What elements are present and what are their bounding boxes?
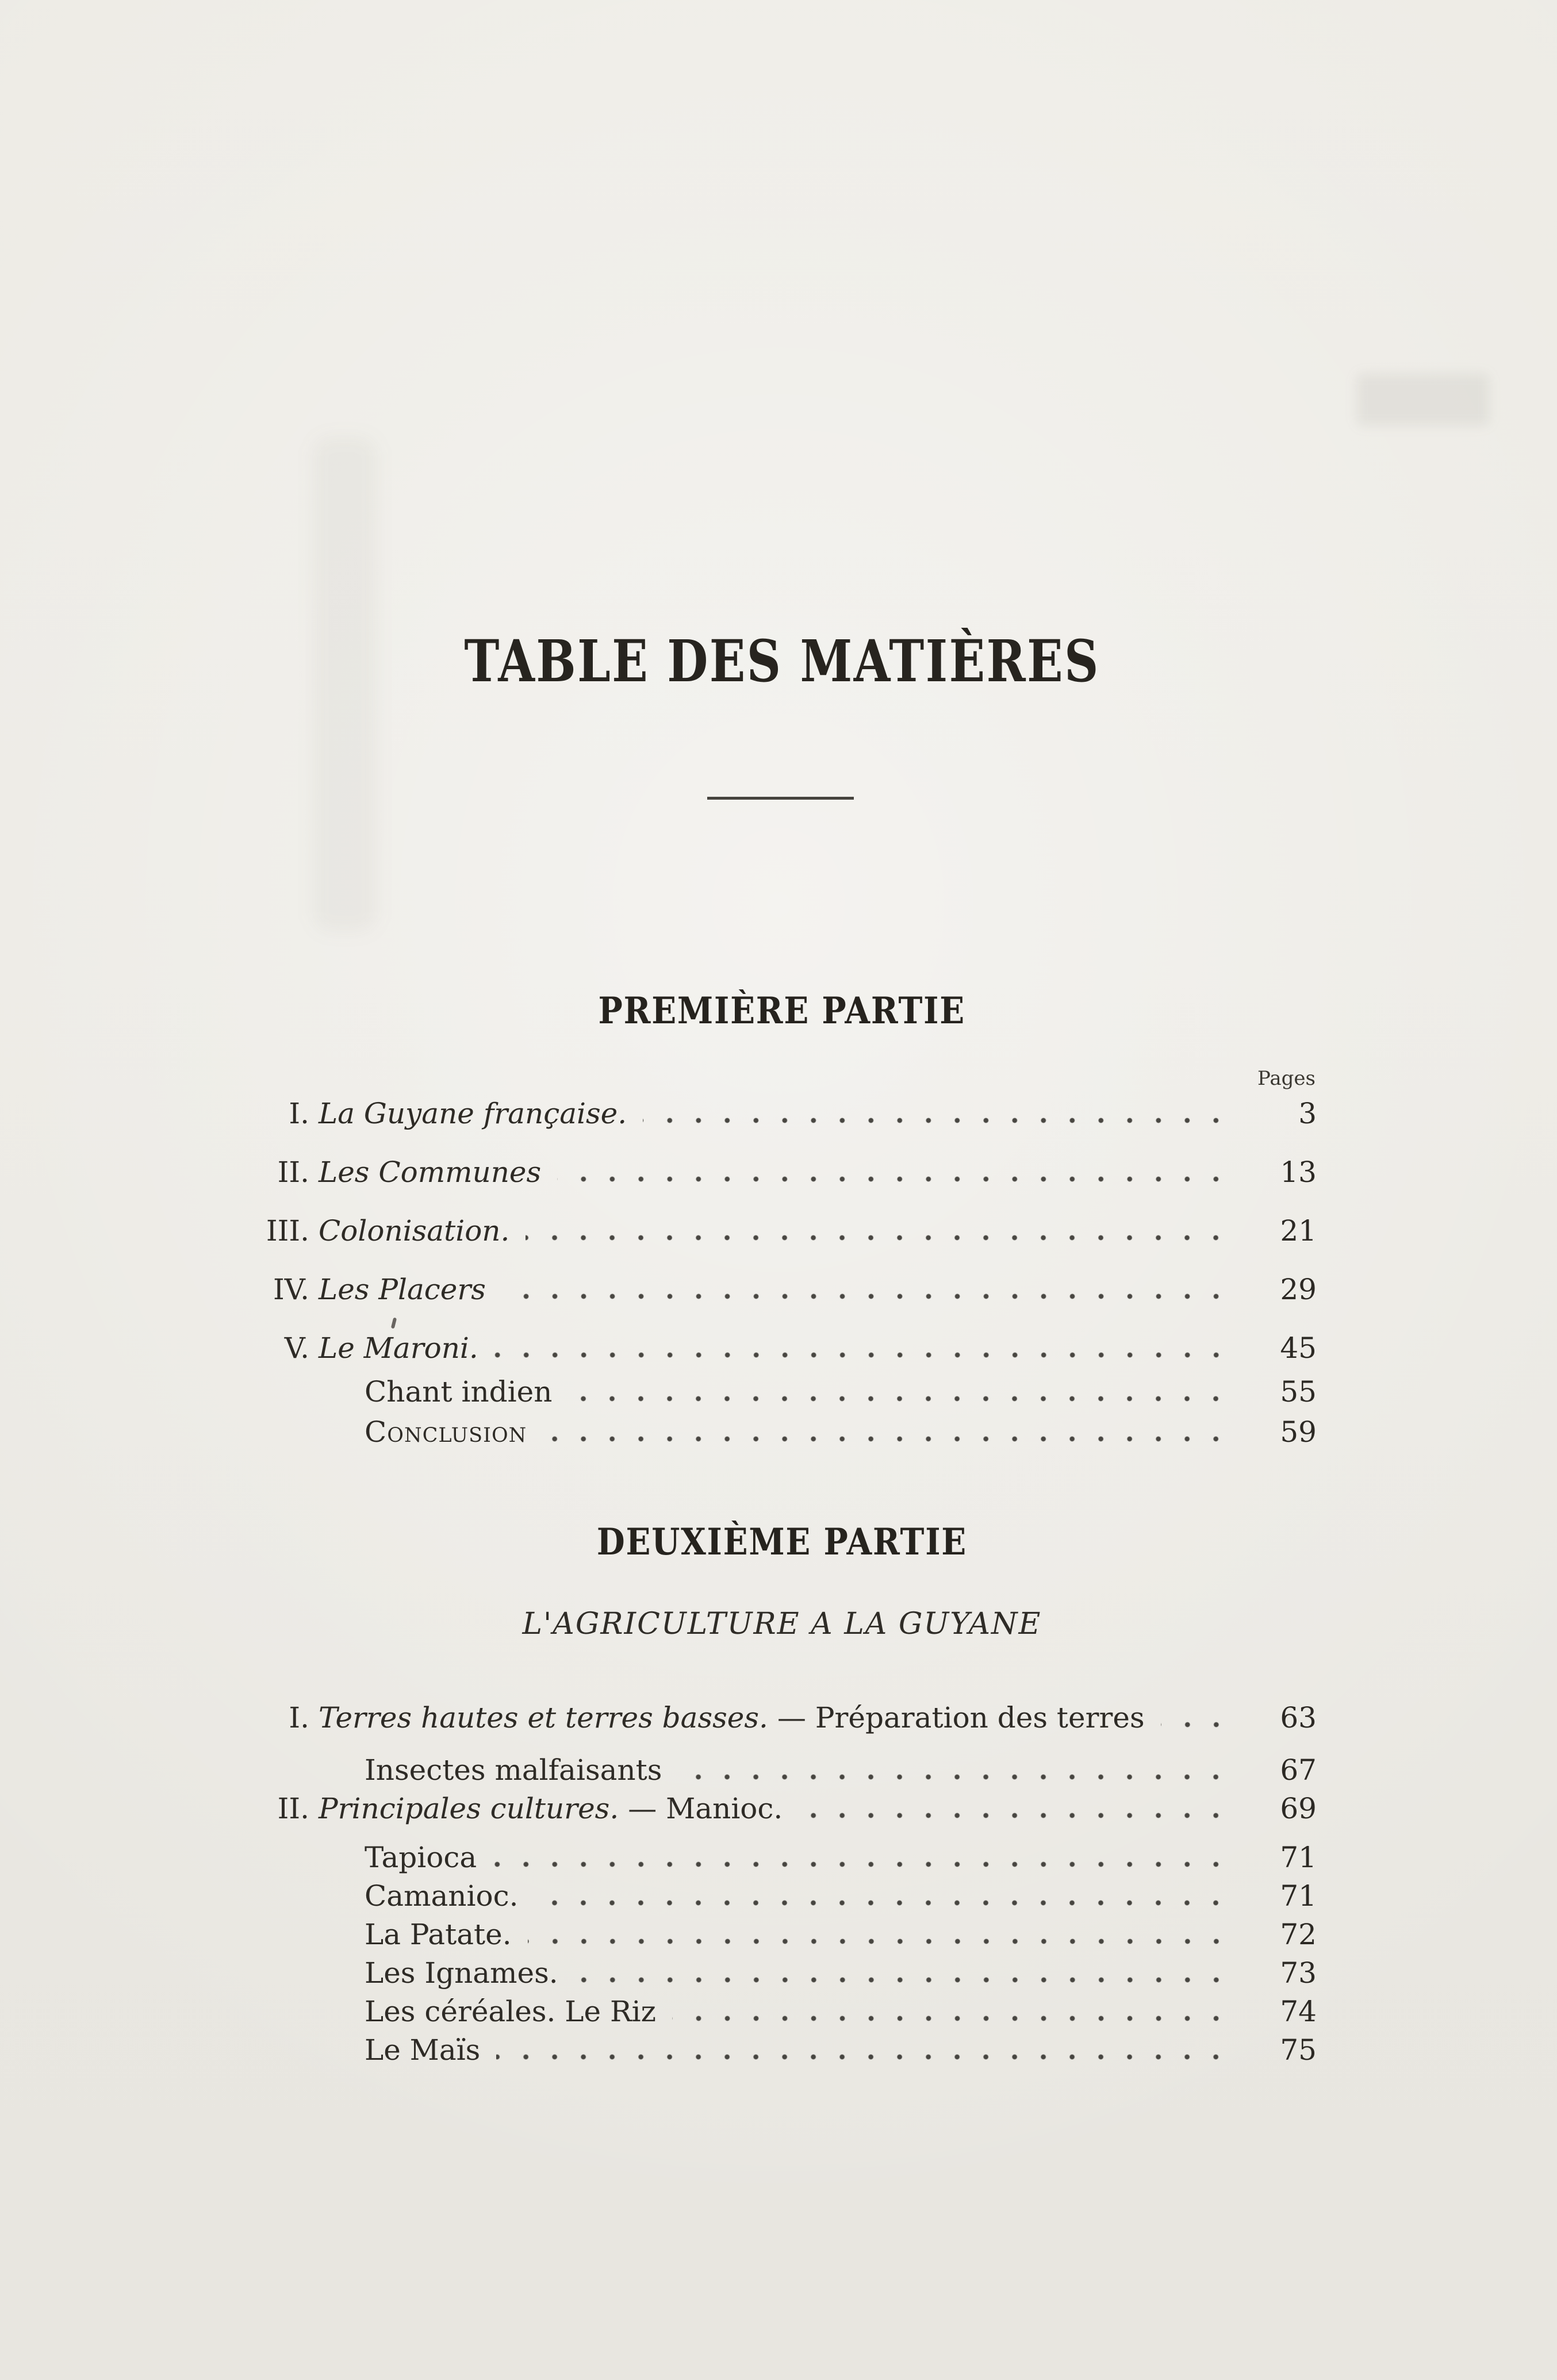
entry-label (319, 1330, 478, 1366)
toc-entry (247, 1878, 1317, 1914)
entry-label (365, 1917, 512, 1952)
dot-leader (643, 1117, 1230, 1124)
entry-label (319, 1791, 783, 1826)
dot-leader (526, 1234, 1230, 1241)
page-title-text: TABLE DES MATIÈRES (464, 627, 1100, 695)
dot-leader (799, 1812, 1230, 1819)
page-number: 21 (1280, 1214, 1317, 1247)
toc-entry (247, 1840, 1317, 1875)
pages-column-label: Pages (1257, 1067, 1316, 1090)
table-of-contents (247, 0, 1317, 2380)
toc-entry (247, 1374, 1317, 1410)
entry-label-italic: La Guyane française. (319, 1097, 627, 1130)
entry-label (319, 1213, 509, 1249)
dot-leader (574, 1976, 1230, 1983)
dot-leader (493, 1861, 1230, 1868)
toc-entry (247, 1272, 1317, 1307)
part1-heading-text: PREMIÈRE PARTIE (598, 989, 966, 1032)
dot-leader (1161, 1721, 1230, 1728)
entry-label-italic: Principales cultures. (319, 1792, 619, 1825)
entry-label-italic: Colonisation. (319, 1214, 510, 1247)
toc-entry (247, 1700, 1317, 1736)
page-number: 73 (1280, 1956, 1317, 1990)
entry-label-italic: Terres hautes et terres basses. (319, 1701, 768, 1734)
dot-leader (494, 1352, 1230, 1358)
page-number: 74 (1280, 1995, 1317, 2028)
dot-leader (496, 2053, 1230, 2060)
entry-numeral: III. (266, 1214, 309, 1247)
entry-label-roman: Conclusion (365, 1415, 527, 1449)
dot-leader (534, 1899, 1230, 1906)
entry-numeral: I. (289, 1701, 309, 1734)
entry-numeral: V. (284, 1331, 309, 1365)
entry-label-italic: Les Communes (319, 1156, 542, 1189)
toc-entry (247, 1414, 1317, 1450)
toc-entry (247, 1994, 1317, 2029)
page-number: 71 (1280, 1879, 1317, 1913)
toc-entry (247, 1752, 1317, 1788)
part1-entry-list (247, 1096, 1317, 1454)
page-number: 55 (1280, 1375, 1317, 1408)
entry-label-roman: Camanioc. (365, 1879, 519, 1913)
scan-ghost-mark (1357, 374, 1489, 425)
entry-label-roman: Les Ignames. (365, 1956, 558, 1990)
entry-label (319, 1096, 627, 1131)
part2-subtitle: L'AGRICULTURE A LA GUYANE (522, 1607, 1042, 1641)
entry-label (365, 1878, 518, 1914)
page-number: 59 (1280, 1415, 1317, 1449)
part2-heading-text: DEUXIÈME PARTIE (596, 1521, 968, 1564)
entry-label-roman: Le Maïs (365, 2033, 481, 2067)
part2-entry-list (247, 1700, 1317, 2071)
page-number: 3 (1298, 1097, 1317, 1130)
page-number: 13 (1280, 1156, 1317, 1189)
part2-heading (247, 1522, 1317, 1563)
entry-label-roman: Insectes malfaisants (365, 1753, 662, 1787)
entry-label (319, 1154, 541, 1190)
page-number: 45 (1280, 1331, 1317, 1365)
page-number: 72 (1280, 1918, 1317, 1951)
page-number: 67 (1280, 1753, 1317, 1787)
toc-entry (247, 1154, 1317, 1190)
dot-leader (568, 1395, 1230, 1402)
title-divider-rule (707, 797, 854, 800)
toc-entry (247, 2032, 1317, 2068)
dot-leader (502, 1293, 1230, 1300)
entry-label (365, 2032, 480, 2068)
part1-heading (247, 991, 1317, 1031)
entry-numeral: II. (277, 1792, 309, 1825)
dot-leader (543, 1435, 1230, 1442)
toc-entry (247, 1791, 1317, 1826)
entry-label (365, 1994, 656, 2029)
entry-label (365, 1374, 552, 1410)
entry-numeral: II. (277, 1156, 309, 1189)
entry-label-italic: Les Placers (319, 1273, 486, 1306)
page-number: 71 (1280, 1841, 1317, 1874)
page-number: 75 (1280, 2033, 1317, 2067)
entry-label-roman: — Manioc. (628, 1792, 783, 1825)
toc-entry (247, 1096, 1317, 1131)
entry-label (365, 1955, 558, 1991)
entry-numeral: IV. (273, 1273, 309, 1306)
entry-label-roman: La Patate. (365, 1918, 512, 1951)
dot-leader (678, 1774, 1230, 1780)
toc-entry (247, 1213, 1317, 1249)
entry-label-roman: Les céréales. Le Riz (365, 1995, 656, 2028)
dot-leader (672, 2015, 1230, 2022)
entry-label (319, 1700, 1145, 1736)
entry-label-roman: Tapioca (365, 1841, 477, 1874)
entry-label (365, 1752, 662, 1788)
toc-entry (247, 1917, 1317, 1952)
entry-label-roman: Chant indien (365, 1375, 553, 1408)
entry-label-italic: Le Maroni. (319, 1331, 478, 1365)
dot-leader (528, 1938, 1230, 1945)
entry-label-roman: — Préparation des terres (777, 1701, 1145, 1734)
entry-label (365, 1840, 477, 1875)
page-number: 69 (1280, 1792, 1317, 1825)
page-number: 29 (1280, 1273, 1317, 1306)
toc-entry (247, 1330, 1317, 1366)
page-number: 63 (1280, 1701, 1317, 1734)
toc-entry (247, 1955, 1317, 1991)
dot-leader (557, 1176, 1230, 1183)
entry-label (365, 1414, 527, 1450)
entry-numeral: I. (289, 1097, 309, 1130)
entry-label (319, 1272, 486, 1307)
page-title (247, 629, 1317, 693)
